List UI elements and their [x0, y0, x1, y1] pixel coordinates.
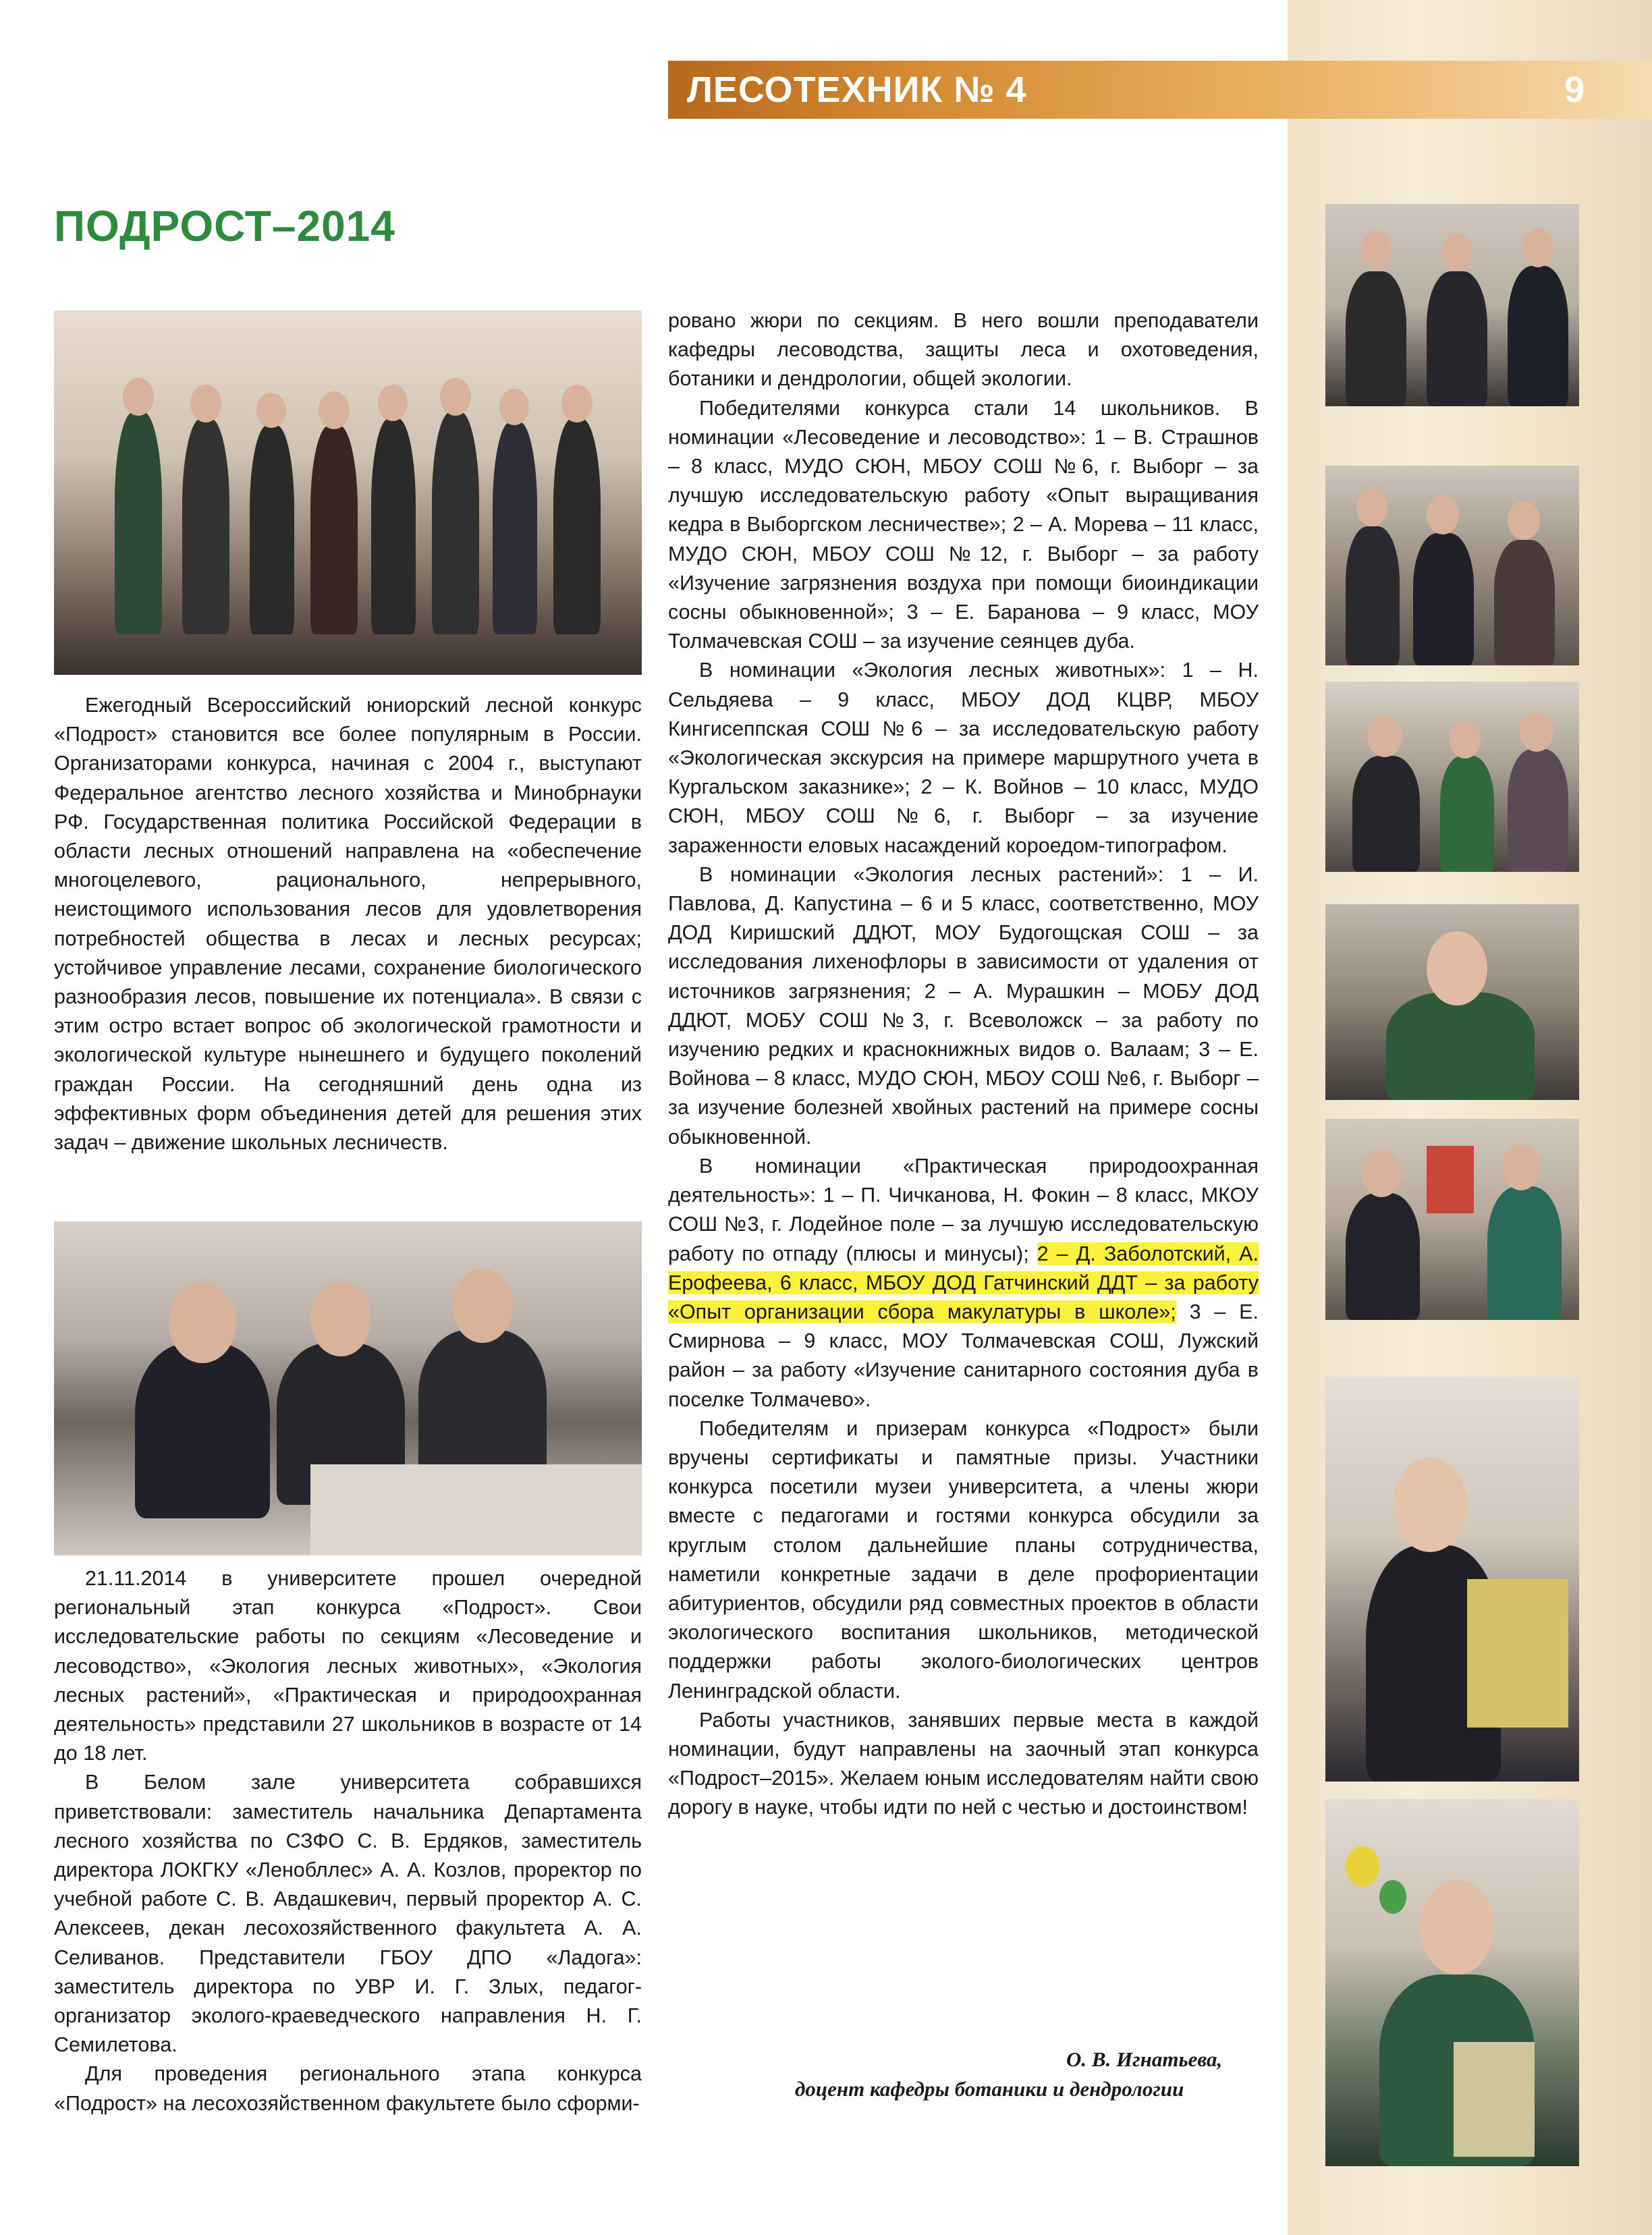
paragraph-winners-animals: В номинации «Экология лесных животных»: 1 – Н. Сельдяева – 9 класс, МБОУ ДОД КЦВР, МБОУ Кингисеппская СОШ №6 – за исследовательскую работу «Экологическая экскурсия на примере маршрутного учета в Кургальском заказнике»; 2 – К. Войнов – 10 класс, МУДО СЮН, МБОУ СОШ №6, г. Выборг – за изучение зараженности еловых насаждений короедом-типографом.	[668, 659, 1259, 857]
practical-text-a: В номинации «Практическая природоохранная деятельность»: 1 – П. Чичканова, Н. Фокин – 8 класс, МКОУ СОШ №3, г. Лодейное поле – за лучшую исследовательскую работу по отпаду (плюсы и минусы);	[668, 1154, 1259, 1265]
paragraph-regional-stage: 21.11.2014 в университете прошел очередной региональный этап конкурса «Подрост». Свои исследовательские работы по секциям «Лесоведение и лесоводство», «Экология лесных животных», «Экология лесных растений», «Практическая и природоохранная деятельность» представили 27 школьников в возрасте от 14 до 18 лет.	[54, 1567, 642, 1765]
author-name: О. В. Игнатьева,	[1066, 2047, 1223, 2071]
page-number: 9	[1564, 70, 1585, 110]
left-column	[54, 691, 642, 1157]
photo-woman-with-medal	[1325, 904, 1579, 1100]
left-column-lower	[54, 1564, 642, 2118]
photo-jury-three-men	[1325, 204, 1579, 406]
paragraph-winners-practical	[668, 1152, 1259, 1414]
photo-participants-seated	[1325, 682, 1579, 872]
paragraph-winners-forestry: Победителями конкурса стали 14 школьников. В номинации «Лесоведение и лесоводство»: 1 – В. Страшнов – 8 класс, МУДО СЮН, МБОУ СОШ №6, г. Выборг – за лучшую исследовательскую работу «Опыт выращивания кедра в Выборгском лесничестве»; 2 – А. Морева – 11 класс, МУДО СЮН, МБОУ СОШ №12, г. Выборг – за работу «Изучение загрязнения воздуха при помощи биоиндикации сосны обыкновенной»; 3 – Е. Баранова – 9 класс, МОУ Толмачевская СОШ – за изучение сеянцев дуба.	[668, 396, 1259, 653]
photo-officials-at-table	[54, 1221, 642, 1555]
paragraph-winners-plants: В номинации «Экология лесных растений»: 1 – И. Павлова, Д. Капустина – 6 и 5 класс, соответственно, МОУ ДОД Киришский ДДЮТ, МОУ Будогощская СОШ – за исследования лихенофлоры в зависимости от удаления от источников загрязнения; 2 – А. Мурашкин – МОБУ ДОД ДДЮТ, МОБУ СОШ №3, г. Всеволожск – за работу по изучению редких и краснокнижных видов о. Валаам; 3 – Е. Войнова – 8 класс, МУДО СЮН, МБОУ СОШ №6, г. Выборг – за изучение болезней хвойных растений на примере сосны обыкновенной.	[668, 862, 1259, 1149]
paragraph-jury-start: Для проведения регионального этапа конкурса «Подрост» на лесохозяйственном факультете было сформи-	[54, 2062, 642, 2115]
middle-column	[668, 306, 1259, 1823]
photo-boy-with-diploma	[1325, 1377, 1579, 1782]
paragraph-closing: Работы участников, занявших первые места в каждой номинации, будут направлены на заочный этап конкурса «Подрост–2015». Желаем юным исследователям найти свою дорогу в науке, чтобы идти по ней с честью и достоинством!	[668, 1708, 1259, 1819]
photo-award-presentation	[1325, 1119, 1579, 1320]
magazine-title: ЛЕСОТЕХНИК № 4	[687, 70, 1027, 110]
photo-students-group	[54, 310, 642, 675]
practical-text-b: 3 – Е. Смирнова – 9 класс, МОУ Толмачевская СОШ, Лужский район – за работу «Изучение санитарного состояния дуба в поселке Толмачево».	[668, 1300, 1259, 1411]
photo-jury-at-desk	[1325, 466, 1579, 665]
paragraph-awards: Победителям и призерам конкурса «Подрост» были вручены сертификаты и памятные призы. Участники конкурса посетили музеи университета, а члены жюри вместе с педагогами и гостями конкурса обсудили за круглым столом дальнейшие планы сотрудничества, наметили конкретные задачи в деле профориентации абитуриентов, обсудили ряд совместных проектов в области экологического воспитания школьников, методической поддержки работы эколого-биологических центров Ленинградской области.	[668, 1416, 1259, 1703]
highlighted-text: 2 – Д. Заболотский, А. Ерофеева, 6 класс, МБОУ ДОД Гатчинский ДДТ – за работу «Опыт организации сбора макулатуры в школе»;	[668, 1242, 1259, 1323]
paragraph-intro: Ежегодный Всероссийский юниорский лесной конкурс «Подрост» становится все более популярным в России. Организаторами конкурса, начиная с 2004 г., выступают Федеральное агентство лесного хозяйства и Минобрнауки РФ. Государственная политика Российской Федерации в области лесных отношений направлена на «обеспечение многоцелевого, рационального, непрерывного, неистощимого использования лесов для удовлетворения потребностей общества в лесах и лесных ресурсах; устойчивое управление лесами, сохранение биологического разнообразия лесов, повышение их потенциала». В связи с этим остро встает вопрос об экологической грамотности и экологической культуре нынешнего и будущего поколений граждан России. На сегодняшний день одна из эффективных форм объединения детей для решения этих задач – движение школьных лесничеств.	[54, 694, 642, 1155]
paragraph-greetings: В Белом зале университета собравшихся приветствовали: заместитель начальника Департамента лесного хозяйства по СЗФО С. В. Ердяков, заместитель директора ЛОКГКУ «Ленобллес» А. А. Козлов, проректор по учебной работе С. В. Авдашкевич, первый проректор А. С. Алексеев, декан лесохозяйственного факультета А. А. Селиванов. Представители ГБОУ ДПО «Ладога»: заместитель директора по УВР И. Г. Злых, педагог-организатор эколого-краеведческого направления Н. Г. Семилетова.	[54, 1771, 642, 2057]
article-title: ПОДРОСТ–2014	[54, 202, 395, 250]
photo-young-man-with-certificate	[1325, 1799, 1579, 2166]
paragraph-jury-cont: ровано жюри по секциям. В него вошли преподаватели кафедры лесоводства, защиты леса и охотоведения, ботаники и дендрологии, общей экологии.	[668, 309, 1259, 391]
author-position: доцент кафедры ботаники и дендрологии	[795, 2077, 1184, 2101]
